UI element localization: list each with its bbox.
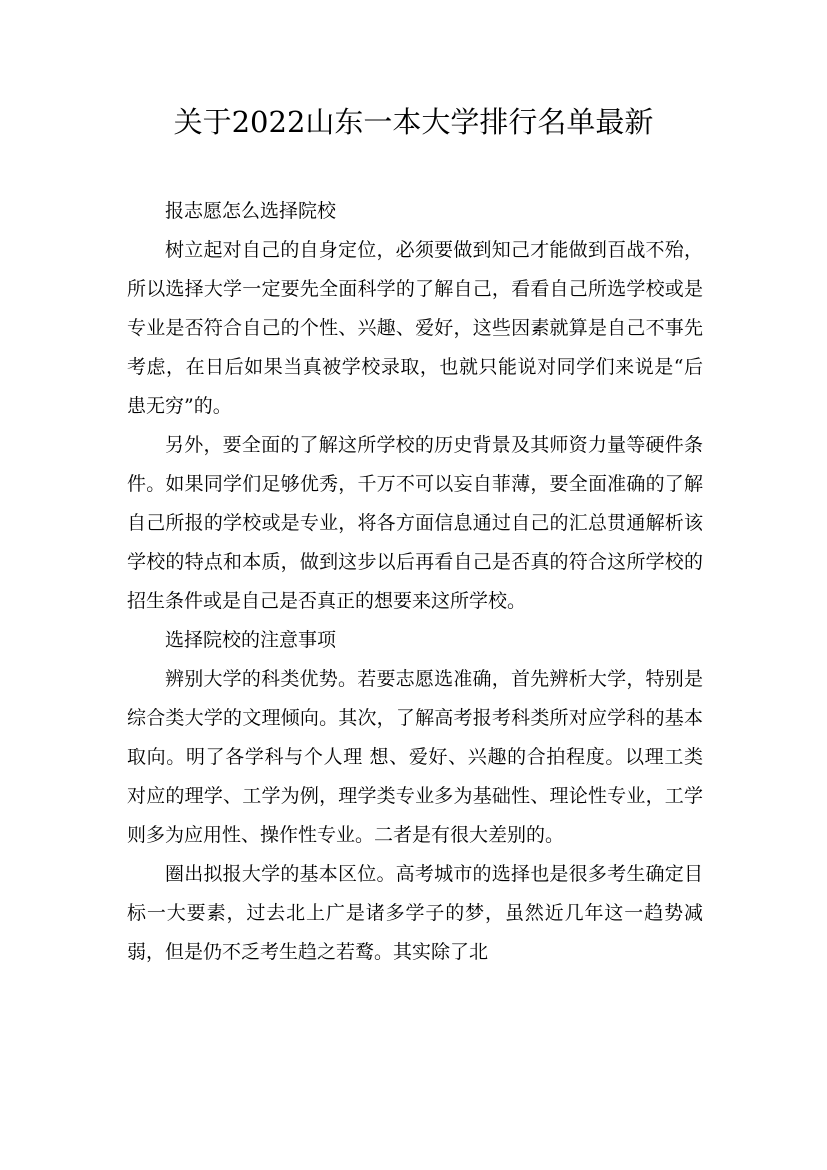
section-heading-notes: 选择院校的注意事项 xyxy=(165,629,337,651)
document-body xyxy=(127,192,703,972)
document-title: 关于2022山东一本大学排行名单最新 xyxy=(173,105,654,139)
paragraph: 辨别大学的科类优势。若要志愿选准确，首先辨析大学，特别是综合类大学的文理倾向。其次，了解高考报考科类所对应学科的基本取向。明了各学科与个人理 想、爱好、兴趣的合拍程度。以理工类对应的理学、工学为例，理学类专业多为基础性、理论性专业，工学则多为应用性、操作性专业。二者是有很大差别的。 xyxy=(127,668,703,846)
paragraph: 另外，要全面的了解这所学校的历史背景及其师资力量等硬件条件。如果同学们足够优秀，千万不可以妄自菲薄，要全面准确的了解自己所报的学校或是专业，将各方面信息通过自己的汇总贯通解析该学校的特点和本质，做到这步以后再看自己是否真的符合这所学校的招生条件或是自己是否真正的想要来这所学校。 xyxy=(127,434,703,612)
paragraph: 圈出拟报大学的基本区位。高考城市的选择也是很多考生确定目标一大要素，过去北上广是诸多学子的梦，虽然近几年这一趋势减弱，但是仍不乏考生趋之若鹜。其实除了北 xyxy=(127,863,703,963)
paragraph: 树立起对自己的自身定位，必须要做到知己才能做到百战不殆，所以选择大学一定要先全面科学的了解自己，看看自己所选学校或是专业是否符合自己的个性、兴趣、爱好，这些因素就算是自己不事先考虑，在日后如果当真被学校录取，也就只能说对同学们来说是“后患无穷”的。 xyxy=(127,239,703,417)
section-heading-how-to-choose: 报志愿怎么选择院校 xyxy=(165,200,337,222)
